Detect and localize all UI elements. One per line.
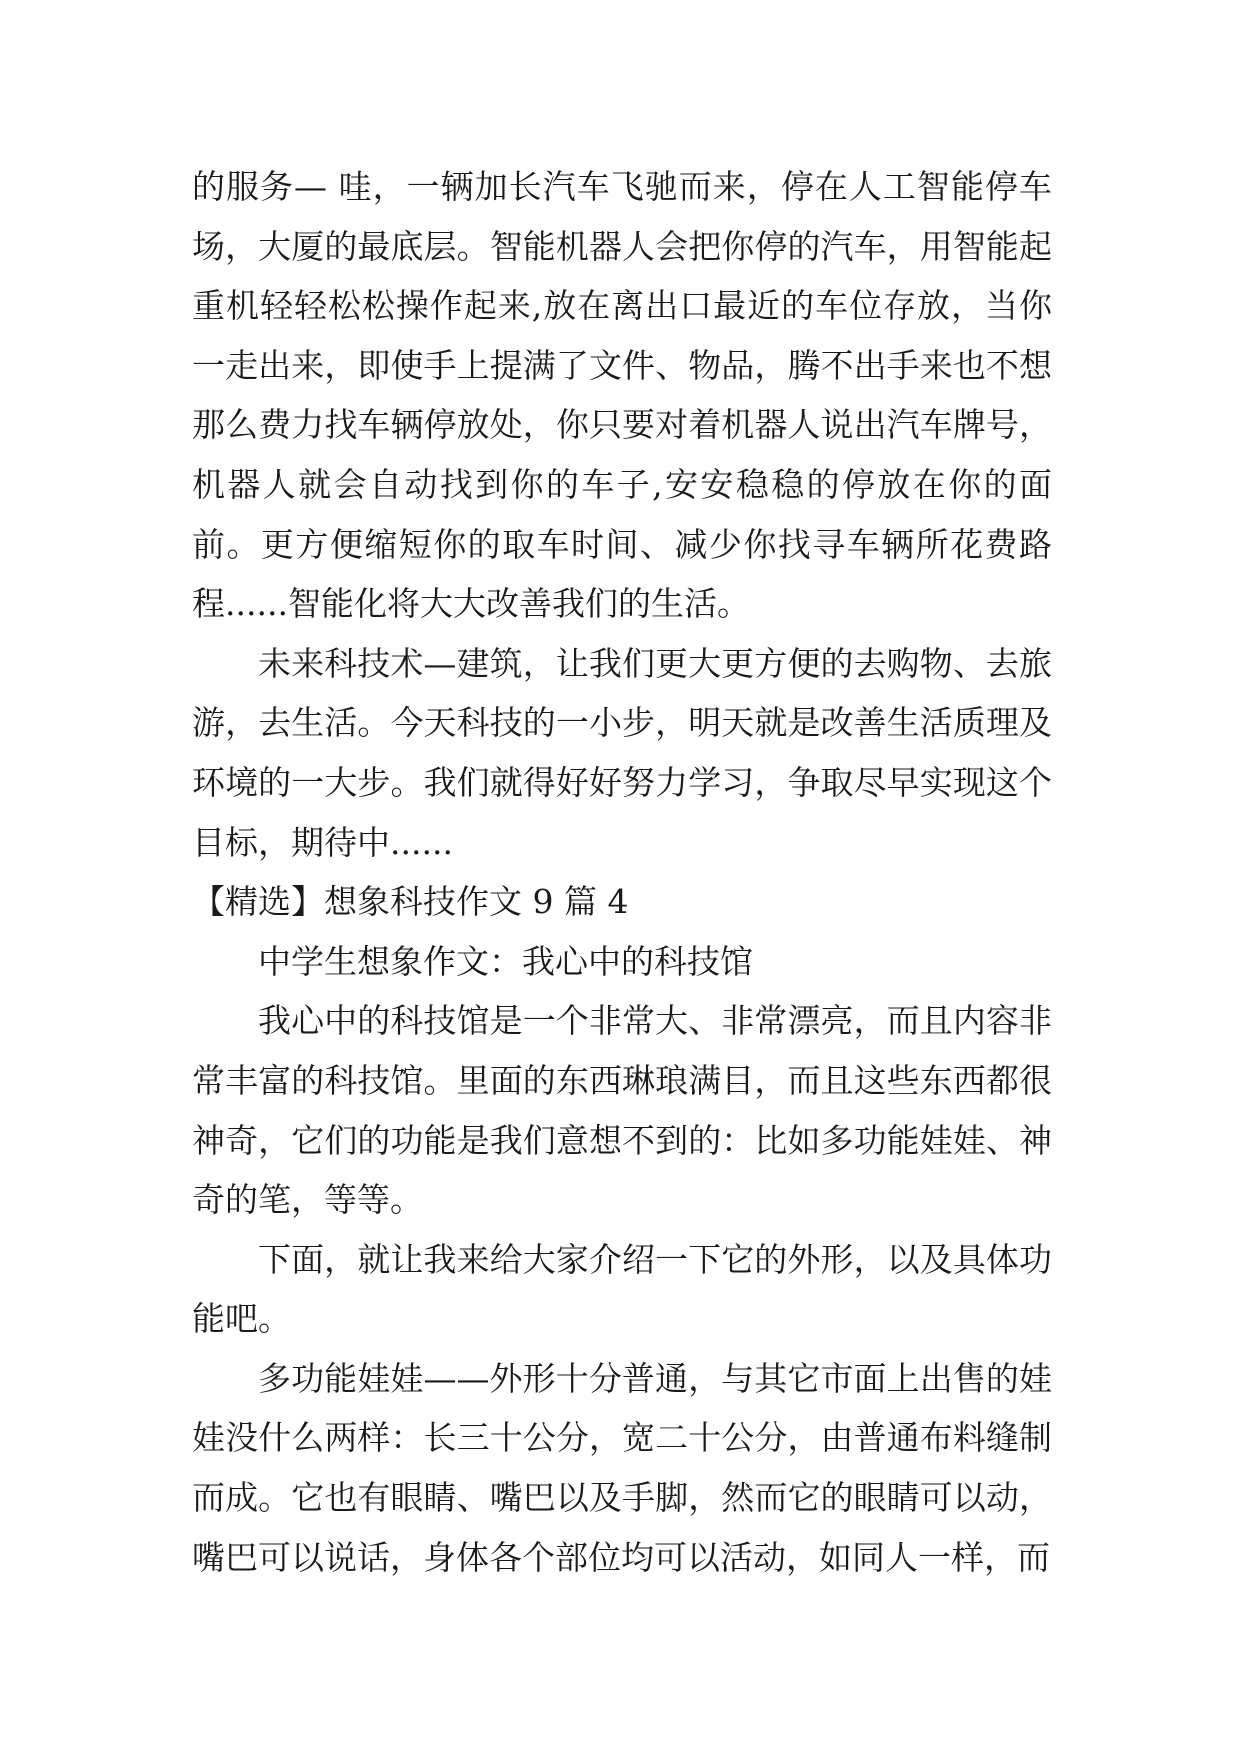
paragraph-introduction: 下面，就让我来给大家介绍一下它的外形，以及具体功能吧。 <box>192 1239 1052 1339</box>
paragraph-science-museum-intro: 我心中的科技馆是一个非常大、非常漂亮，而且内容非常丰富的科技馆。里面的东西琳琅满目，而且这些东西都很神奇，它们的功能是我们意想不到的：比如多功能娃娃、神奇的笔，等等。 <box>192 1001 1052 1220</box>
paragraph-multifunction-doll: 多功能娃娃——外形十分普通，与其它市面上出售的娃娃没什么两样：长三十公分，宽二十公分，由普通布料缝制而成。它也有眼睛、嘴巴以及手脚，然而它的眼睛可以动，嘴巴可以说话，身体各个部位均可以活动，如同人一样，而 <box>192 1358 1052 1577</box>
paragraph-future-architecture: 未来科技术—建筑，让我们更大更方便的去购物、去旅游，去生活。今天科技的一小步，明天就是改善生活质理及环境的一大步。我们就得好好努力学习，争取尽早实现这个目标，期待中...... <box>192 643 1052 862</box>
section-heading: 【精选】想象科技作文 9 篇 4 <box>192 882 629 922</box>
paragraph-parking-service: 的服务— 哇，一辆加长汽车飞驰而来，停在人工智能停车场，大厦的最底层。智能机器人会把你停的汽车，用智能起重机轻轻松松操作起来,放在离出口最近的车位存放，当你一走出来，即使手上提满了文件、物品，腾不出手来也不想那么费力找车辆停放处，你只要对着机器人说出汽车牌号，机器人就会自动找到你的车子,安安稳稳的停放在你的面前。更方便缩短你的取车时间、减少你找寻车辆所花费路程......智能化将大大改善我们的生活。 <box>192 167 1052 624</box>
document-body <box>192 157 1052 1587</box>
essay-title: 中学生想象作文：我心中的科技馆 <box>258 941 753 981</box>
